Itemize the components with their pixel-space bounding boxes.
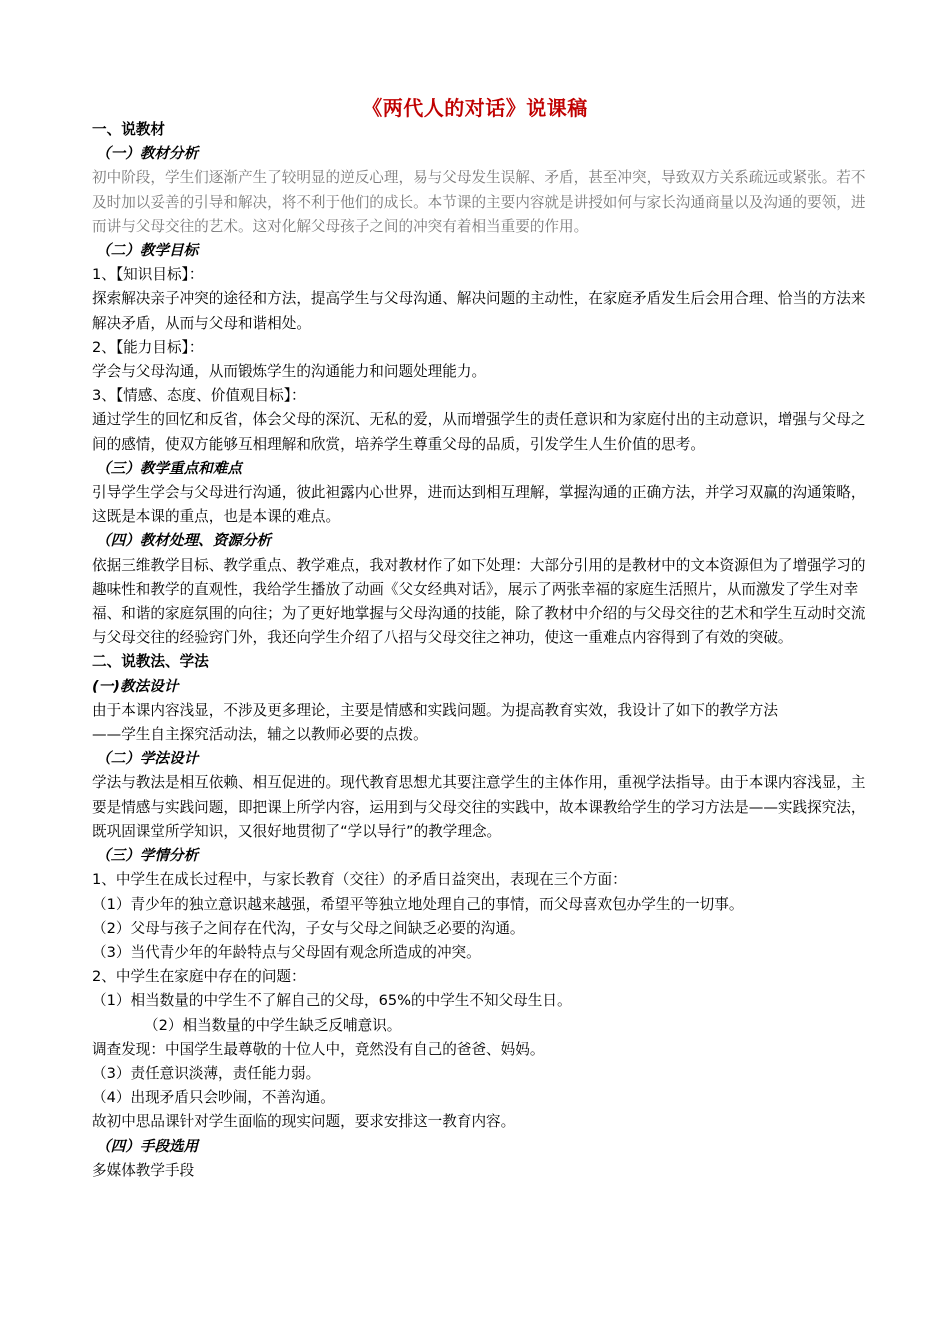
- subsection-heading: （三）教学重点和难点: [96, 459, 242, 477]
- list-item: 调查发现：中国学生最尊敬的十位人中，竟然没有自己的爸爸、妈妈。: [92, 1040, 545, 1058]
- paragraph: 探索解决亲子冲突的途径和方法，提高学生与父母沟通、解决问题的主动性，在家庭矛盾发生后会用合理、恰当的方法来解决矛盾，从而与父母和谐相处。: [92, 290, 866, 332]
- goal-label: 2、【能力目标】：: [92, 338, 204, 356]
- section-heading: 二、说教法、学法: [92, 653, 209, 671]
- paragraph: 依据三维教学目标、教学重点、教学难点，我对教材作了如下处理：大部分引用的是教材中的文本资源但为了增强学习的趣味性和教学的直观性，我给学生播放了动画《父女经典对话》，展示了两张幸福的家庭生活照片，从而激发了学生对幸福、和谐的家庭氛围的向往；为了更好地掌握与父母沟通的技能，除了教材中介绍的与父母交往的艺术和学生互动时交流与父母交往的经验窍门外，我还向学生介绍了八招与父母交往之神功，使这一重难点内容得到了有效的突破。: [92, 556, 866, 647]
- list-item: 故初中思品课针对学生面临的现实问题，要求安排这一教育内容。: [92, 1113, 516, 1131]
- paragraph: 引导学生学会与父母进行沟通，彼此袒露内心世界，进而达到相互理解，掌握沟通的正确方法，并学习双赢的沟通策略，这既是本课的重点，也是本课的难点。: [92, 484, 866, 526]
- document-title: 《两代人的对话》说课稿: [362, 96, 588, 120]
- goal-label: 1、【知识目标】：: [92, 266, 204, 284]
- document-body: [92, 118, 872, 1183]
- list-item: （2）父母与孩子之间存在代沟，子女与父母之间缺乏必要的沟通。: [92, 919, 525, 937]
- list-item: （2）相当数量的中学生缺乏反哺意识。: [144, 1016, 402, 1034]
- paragraph: ——学生自主探究活动法，辅之以教师必要的点拨。: [92, 726, 428, 744]
- list-item: 1、中学生在成长过程中，与家长教育（交往）的矛盾日益突出，表现在三个方面：: [92, 871, 627, 889]
- subsection-heading: （一）教材分析: [96, 145, 199, 163]
- list-item: （1）相当数量的中学生不了解自己的父母，65%的中学生不知父母生日。: [92, 992, 572, 1010]
- goal-label: 3、【情感、态度、价值观目标】：: [92, 387, 306, 405]
- subsection-heading: （二）学法设计: [96, 750, 199, 768]
- paragraph: 初中阶段，学生们逐渐产生了较明显的逆反心理，易与父母发生误解、矛盾，甚至冲突，导致双方关系疏远或紧张。若不及时加以妥善的引导和解决，将不利于他们的成长。本节课的主要内容就是讲授如何与家长沟通商量以及沟通的要领，进而讲与父母交往的艺术。这对化解父母孩子之间的冲突有着相当重要的作用。: [92, 169, 866, 235]
- list-item: （3）当代青少年的年龄特点与父母固有观念所造成的冲突。: [92, 943, 481, 961]
- list-item: （1）青少年的独立意识越来越强，希望平等独立地处理自己的事情，而父母喜欢包办学生的一切事。: [92, 895, 744, 913]
- paragraph: 多媒体教学手段: [92, 1161, 195, 1179]
- subsection-heading: （二）教学目标: [96, 242, 199, 260]
- subsection-heading: （四）手段选用: [96, 1137, 199, 1155]
- paragraph: 通过学生的回忆和反省，体会父母的深沉、无私的爱，从而增强学生的责任意识和为家庭付出的主动意识，增强与父母之间的感情，使双方能够互相理解和欣赏，培养学生尊重父母的品质，引发学生人生价值的思考。: [92, 411, 866, 453]
- paragraph: 由于本课内容浅显，不涉及更多理论，主要是情感和实践问题。为提高教育实效，我设计了如下的教学方法: [92, 701, 778, 719]
- paragraph: 学法与教法是相互依赖、相互促进的。现代教育思想尤其要注意学生的主体作用，重视学法指导。由于本课内容浅显，主要是情感与实践问题，即把课上所学内容，运用到与父母交往的实践中，故本课教给学生的学习方法是——实践探究法，既巩固课堂所学知识，又很好地贯彻了“学以导行”的教学理念。: [92, 774, 866, 840]
- subsection-heading: （四）教材处理、资源分析: [96, 532, 272, 550]
- section-heading: 一、说教材: [92, 121, 165, 138]
- list-item: （3）责任意识淡薄，责任能力弱。: [92, 1064, 321, 1082]
- subsection-heading: (一)教法设计: [92, 677, 179, 695]
- list-item: （4）出现矛盾只会吵闹，不善沟通。: [92, 1089, 335, 1107]
- subsection-heading: （三）学情分析: [96, 847, 199, 865]
- list-item: 2、中学生在家庭中存在的问题：: [92, 968, 306, 986]
- paragraph: 学会与父母沟通，从而锻炼学生的沟通能力和问题处理能力。: [92, 363, 487, 381]
